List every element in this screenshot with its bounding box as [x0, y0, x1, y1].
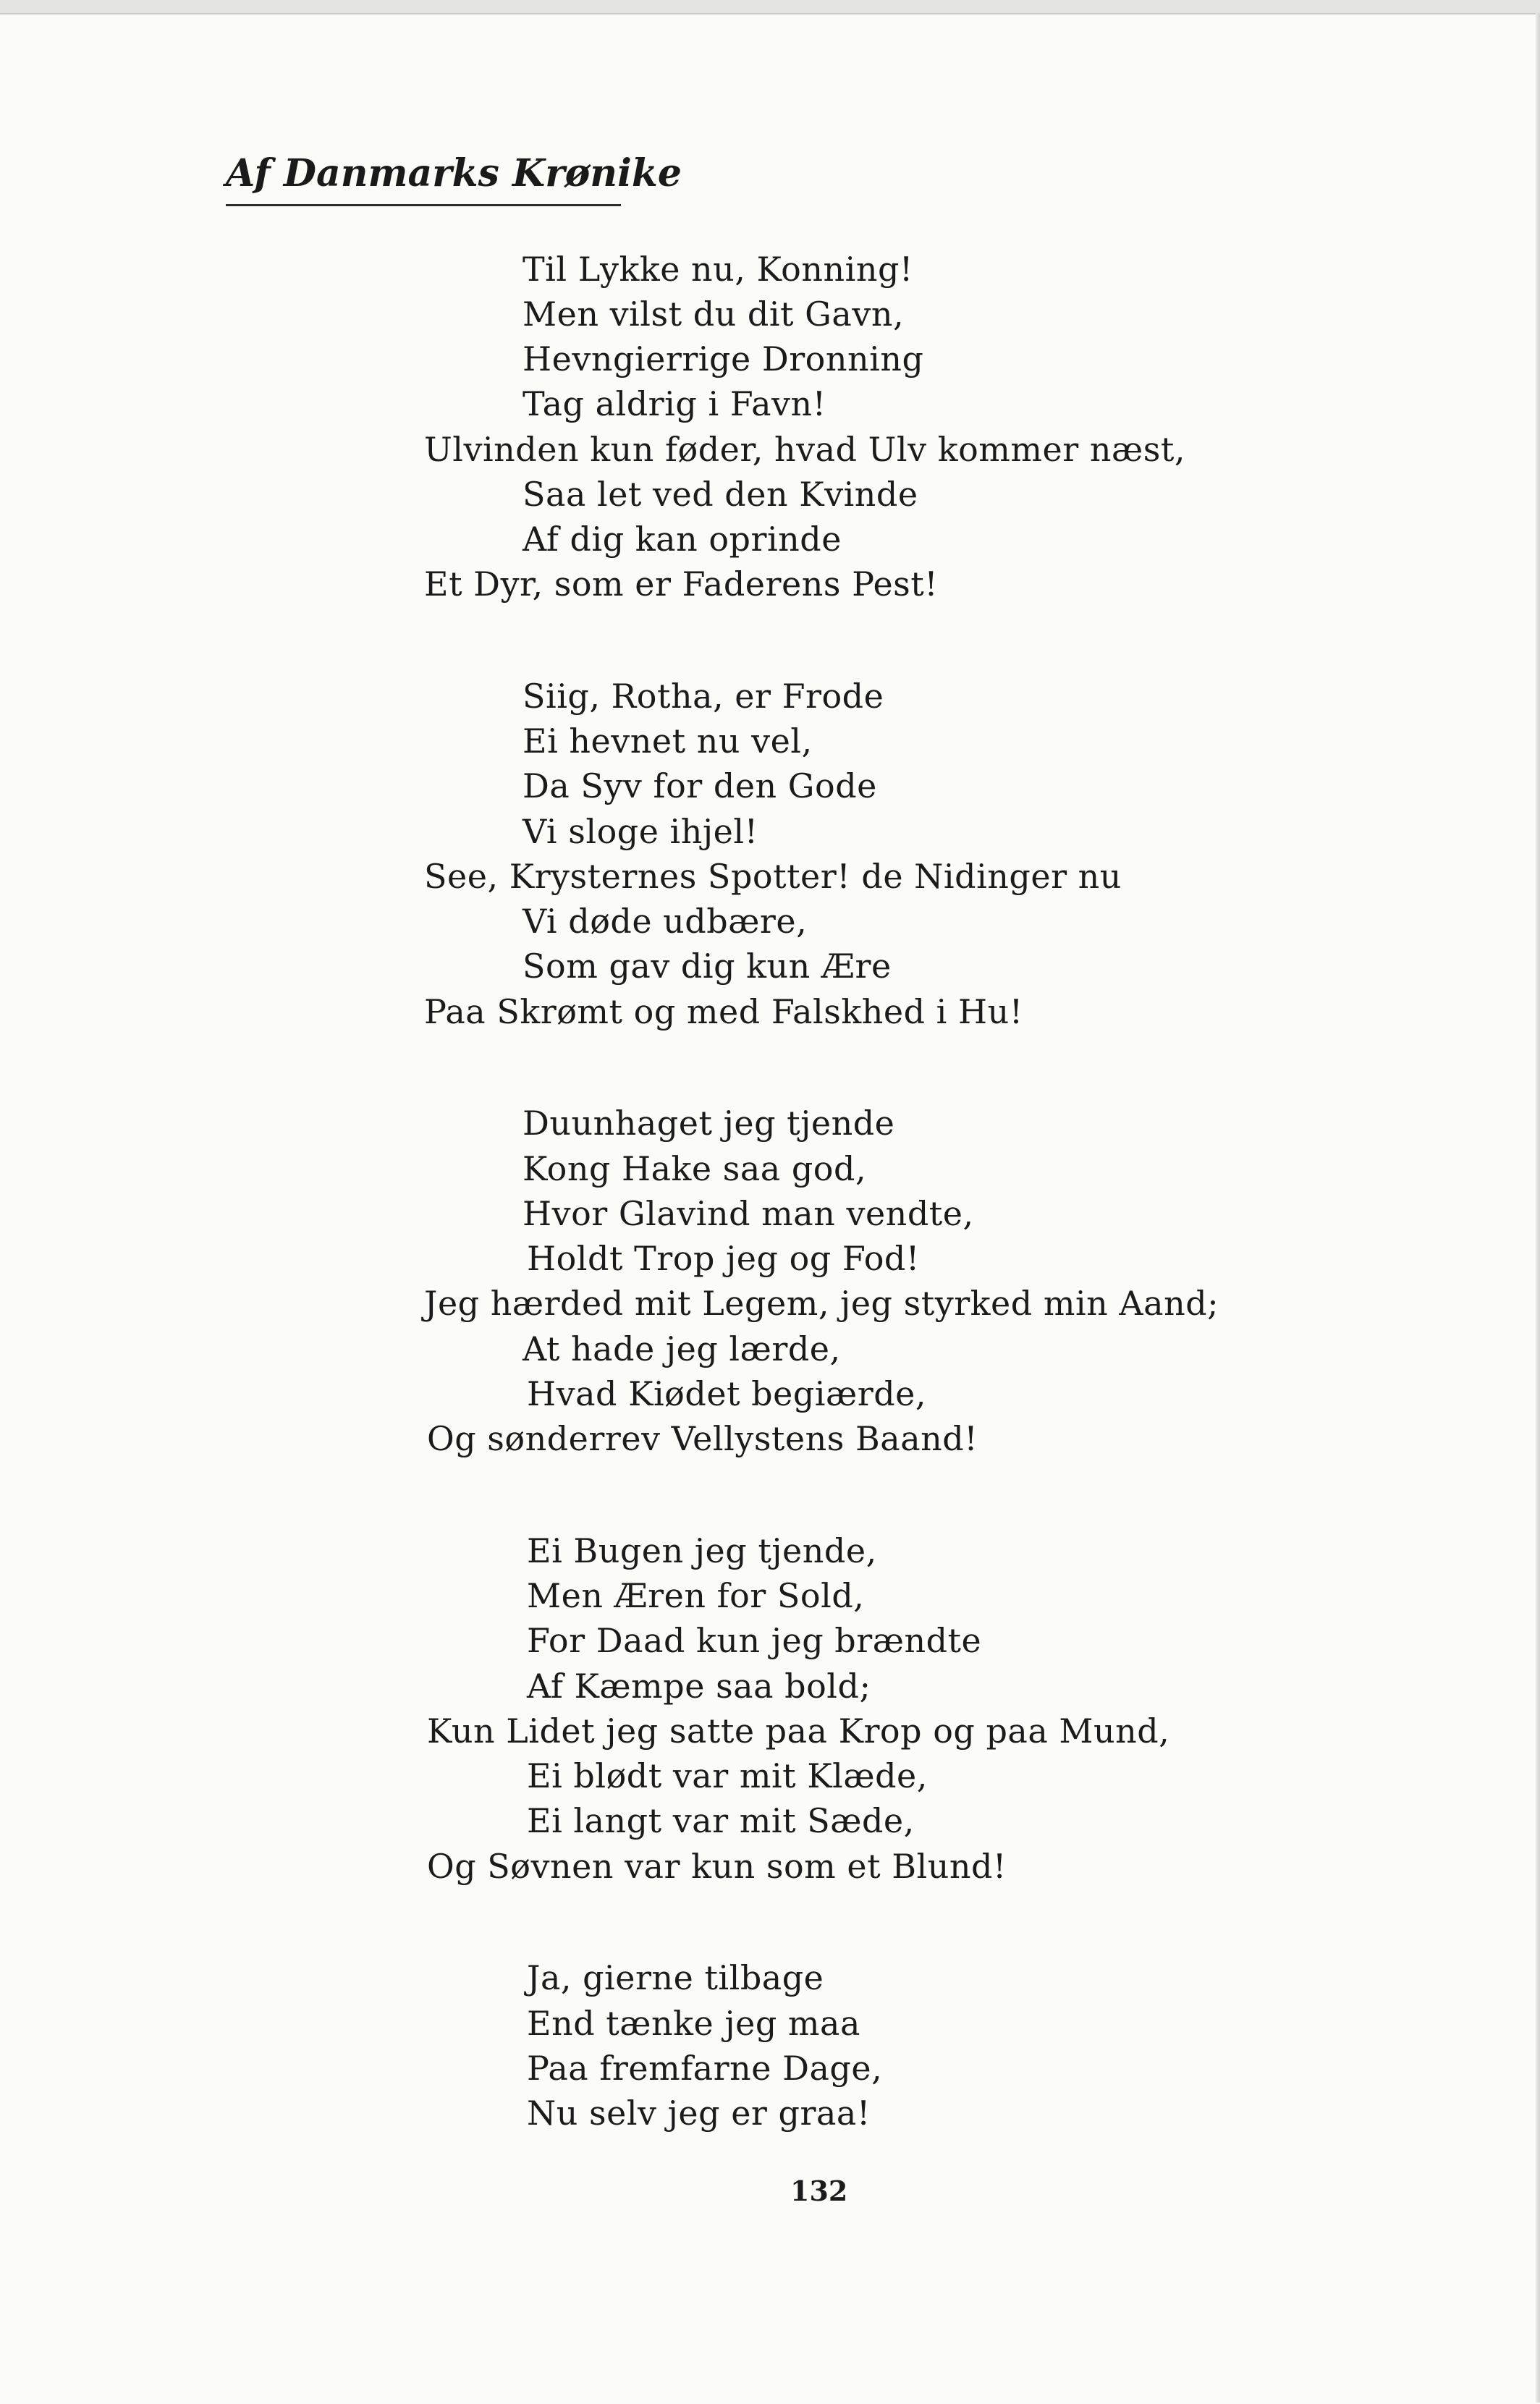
verse-line: Ulvinden kun føder, hvad Ulv kommer næst,: [424, 430, 1185, 469]
running-title: Af Danmarks Krønike: [226, 151, 682, 195]
verse-line: Vi sloge ihjel!: [522, 812, 758, 851]
verse-line: Et Dyr, som er Faderens Pest!: [424, 564, 939, 604]
verse-line: Tag aldrig i Favn!: [522, 384, 826, 423]
verse-line: Paa Skrømt og med Falskhed i Hu!: [424, 992, 1023, 1031]
verse-line: Vi døde udbære,: [522, 902, 808, 941]
verse-line: At hade jeg lærde,: [522, 1329, 841, 1368]
verse-line: Duunhaget jeg tjende: [522, 1104, 895, 1143]
verse-line: Saa let ved den Kvinde: [522, 475, 918, 514]
verse-line: Nu selv jeg er graa!: [527, 2094, 871, 2133]
verse-line: Men vilst du dit Gavn,: [522, 295, 905, 334]
verse-line: Kun Lidet jeg satte paa Krop og paa Mund,: [427, 1711, 1170, 1751]
verse-line: Hevngierrige Dronning: [522, 339, 924, 378]
verse-line: Hvor Glavind man vendte,: [522, 1194, 974, 1233]
verse-line: Hvad Kiødet begiærde,: [527, 1374, 926, 1413]
verse-line: Og sønderrev Vellystens Baand!: [427, 1419, 978, 1458]
verse-line: Og Søvnen var kun som et Blund!: [427, 1847, 1007, 1886]
verse-line: Kong Hake saa god,: [522, 1149, 867, 1188]
verse-line: Holdt Trop jeg og Fod!: [527, 1239, 920, 1278]
verse-line: Ei hevnet nu vel,: [522, 721, 813, 761]
page-number: 132: [790, 2175, 848, 2207]
verse-line: Som gav dig kun Ære: [522, 947, 892, 986]
verse-line: Men Æren for Sold,: [527, 1576, 865, 1615]
verse-line: Paa fremfarne Dage,: [527, 2049, 883, 2088]
verse-line: End tænke jeg maa: [527, 2004, 860, 2043]
verse-line: Da Syv for den Gode: [522, 766, 877, 805]
verse-line: Af Kæmpe saa bold;: [527, 1667, 871, 1706]
verse-line: Ei langt var mit Sæde,: [527, 1801, 915, 1840]
verse-line: Siig, Rotha, er Frode: [522, 677, 884, 716]
verse-line: Til Lykke nu, Konning!: [522, 250, 913, 289]
verse-line: Jeg hærded mit Legem, jeg styrked min Aand;: [424, 1284, 1219, 1323]
verse-line: Ja, gierne tilbage: [527, 1958, 824, 1997]
verse-line: See, Krysternes Spotter! de Nidinger nu: [424, 857, 1122, 896]
verse-line: For Daad kun jeg brændte: [527, 1621, 982, 1660]
verse-line: Af dig kan oprinde: [522, 520, 842, 559]
verse-line: Ei Bugen jeg tjende,: [527, 1531, 877, 1570]
verse-line: Ei blødt var mit Klæde,: [527, 1756, 928, 1795]
